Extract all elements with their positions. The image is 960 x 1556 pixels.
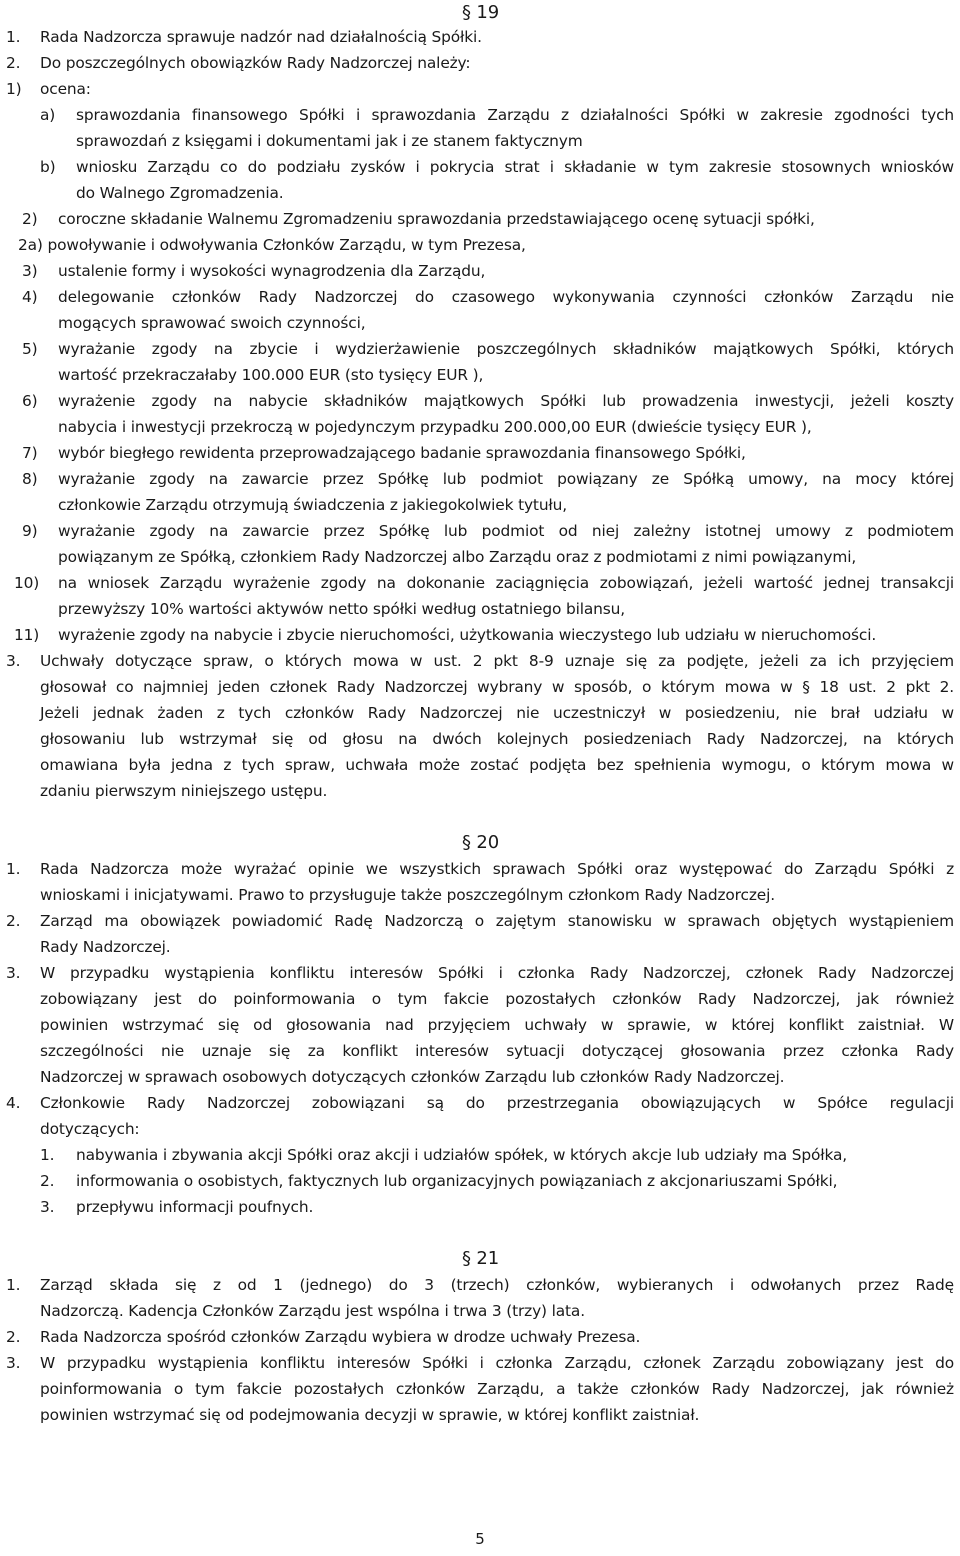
s21-item2-text: Rada Nadzorcza spośród członków Zarządu wybiera w drodze uchwały Prezesa.	[40, 1328, 641, 1346]
s21-item3-line3: powinien wstrzymać się od podejmowania decyzji w sprawie, w której konflikt zaistniał.	[40, 1406, 700, 1424]
s19-point8-line2: członkowie Zarządu otrzymują świadczenia z jakiegokolwiek tytułu,	[58, 496, 567, 514]
section-19-title: § 19	[462, 2, 500, 23]
s20-sub2-number: 2.	[40, 1172, 55, 1190]
s20-item3-line4: szczególności nie uznaje się za konflikt interesów sytuacji dotyczącej głosowania przez członka Rady	[40, 1042, 954, 1060]
s19-item3-line3: Jeżeli jednak żaden z tych członków Rady Nadzorczej nie uczestniczył w posiedzeniu, nie brał udziału w	[40, 704, 954, 722]
s20-sub3-number: 3.	[40, 1198, 55, 1216]
s19-point-b-letter: b)	[40, 158, 56, 176]
s20-sub1-text: nabywania i zbywania akcji Spółki oraz akcji i udziałów spółek, w których akcje lub udziały ma Spółka,	[76, 1146, 847, 1164]
s19-point2a-text: 2a) powoływanie i odwoływania Członków Zarządu, w tym Prezesa,	[18, 236, 526, 254]
s20-sub2-text: informowania o osobistych, faktycznych lub organizacyjnych powiązaniach z akcjonariuszami Spółki,	[76, 1172, 838, 1190]
s19-point1-number: 1)	[6, 80, 22, 98]
s19-point10-number: 10)	[14, 574, 40, 592]
s20-item2-number: 2.	[6, 912, 21, 930]
s19-point1-text: ocena:	[40, 80, 91, 98]
s19-point7-number: 7)	[22, 444, 38, 462]
s19-point6-line2: nabycia i inwestycji przekroczą w pojedynczym przypadku 200.000,00 EUR (dwieście tysięcy EUR ),	[58, 418, 812, 436]
s19-item1-number: 1.	[6, 28, 21, 46]
s19-point2-text: coroczne składanie Walnemu Zgromadzeniu sprawozdania przedstawiającego ocenę sytuacji spółki,	[58, 210, 815, 228]
s19-point10-line2: przewyższy 10% wartości aktywów netto spółki według ostatniego bilansu,	[58, 600, 625, 618]
s19-point6-line1: wyrażenie zgody na nabycie składników majątkowych Spółki lub prowadzenia inwestycji, jeżeli koszty	[58, 392, 954, 410]
s19-point9-line2: powiązanym ze Spółką, członkiem Rady Nadzorczej albo Zarządu oraz z podmiotami z nimi powiązanymi,	[58, 548, 857, 566]
s19-point5-line1: wyrażanie zgody na zbycie i wydzierżawienie poszczególnych składników majątkowych Spółki, których	[58, 340, 954, 358]
s19-point5-line2: wartość przekraczałaby 100.000 EUR (sto tysięcy EUR ),	[58, 366, 484, 384]
s20-item3-line5: Nadzorczej w sprawach osobowych dotyczących członków Zarządu lub członków Rady Nadzorczej.	[40, 1068, 785, 1086]
s21-item1-line2: Nadzorczą. Kadencja Członków Zarządu jest wspólna i trwa 3 (trzy) lata.	[40, 1302, 585, 1320]
s19-point9-number: 9)	[22, 522, 38, 540]
s20-item3-line2: zobowiązany jest do poinformowania o tym fakcie pozostałych członków Rady Nadzorczej, jak również	[40, 990, 954, 1008]
s20-item3-line3: powinien wstrzymać się od głosowania nad przyjęciem uchwały w sprawie, w której konflikt zaistniał. W	[40, 1016, 954, 1034]
s21-item2-number: 2.	[6, 1328, 21, 1346]
s19-point8-number: 8)	[22, 470, 38, 488]
s19-point5-number: 5)	[22, 340, 38, 358]
s21-item3-line2: poinformowania o tym fakcie pozostałych członków Zarządu, a także członków Rady Nadzorczej, jak również	[40, 1380, 954, 1398]
s21-item1-number: 1.	[6, 1276, 21, 1294]
s19-point4-line1: delegowanie członków Rady Nadzorczej do czasowego wykonywania czynności członków Zarządu nie	[58, 288, 954, 306]
s20-sub1-number: 1.	[40, 1146, 55, 1164]
s21-item1-line1: Zarząd składa się z od 1 (jednego) do 3 (trzech) członków, wybieranych i odwołanych przez Radę	[40, 1276, 954, 1294]
s19-item3-line1: Uchwały dotyczące spraw, o których mowa w ust. 2 pkt 8-9 uznaje się za podjęte, jeżeli za ich przyjęciem	[40, 652, 954, 670]
s19-item3-line4: głosowaniu lub wstrzymał się od głosu na dwóch kolejnych posiedzeniach Rady Nadzorczej, na których	[40, 730, 954, 748]
s19-point3-number: 3)	[22, 262, 38, 280]
s20-item1-line2: wnioskami i inicjatywami. Prawo to przysługuje także poszczególnym członkom Rady Nadzorczej.	[40, 886, 775, 904]
s20-item3-line1: W przypadku wystąpienia konfliktu interesów Spółki i członka Rady Nadzorczej, członek Rady Nadzorczej	[40, 964, 954, 982]
s20-item1-number: 1.	[6, 860, 21, 878]
s20-sub3-text: przepływu informacji poufnych.	[76, 1198, 314, 1216]
s21-item3-line1: W przypadku wystąpienia konfliktu interesów Spółki i członka Zarządu, członek Zarządu zobowiązany jest do	[40, 1354, 954, 1372]
s19-item3-line2: głosował co najmniej jeden członek Rady Nadzorczej wybrany w sposób, o którym mowa w § 18 ust. 2 pkt 2.	[40, 678, 954, 696]
s20-item3-number: 3.	[6, 964, 21, 982]
s19-item2-text: Do poszczególnych obowiązków Rady Nadzorczej należy:	[40, 54, 471, 72]
s19-point2-number: 2)	[22, 210, 38, 228]
s19-point10-line1: na wniosek Zarządu wyrażenie zgody na dokonanie zaciągnięcia zobowiązań, jeżeli wartość jednej transakcji	[58, 574, 954, 592]
s20-item4-line1: Członkowie Rady Nadzorczej zobowiązani są do przestrzegania obowiązujących w Spółce regulacji	[40, 1094, 954, 1112]
s19-item3-number: 3.	[6, 652, 21, 670]
s19-point-b-line2: do Walnego Zgromadzenia.	[76, 184, 284, 202]
s19-point4-number: 4)	[22, 288, 38, 306]
section-21-title: § 21	[462, 1248, 500, 1269]
s19-point-a-letter: a)	[40, 106, 56, 124]
s19-point11-text: wyrażenie zgody na nabycie i zbycie nieruchomości, użytkowania wieczystego lub udziału w nieruchomości.	[58, 626, 877, 644]
page-number: 5	[475, 1530, 485, 1548]
s19-item2-number: 2.	[6, 54, 21, 72]
section-20-title: § 20	[462, 832, 500, 853]
s19-point-a-line1: sprawozdania finansowego Spółki i sprawozdania Zarządu z działalności Spółki w zakresie zgodności tych	[76, 106, 954, 124]
s19-point3-text: ustalenie formy i wysokości wynagrodzenia dla Zarządu,	[58, 262, 486, 280]
s19-item3-line5: omawiana była jedna z tych spraw, uchwała może zostać podjęta bez spełnienia wymogu, o którym mowa w	[40, 756, 954, 774]
s21-item3-number: 3.	[6, 1354, 21, 1372]
s19-point8-line1: wyrażanie zgody na zawarcie przez Spółkę lub podmiot powiązany ze Spółką umowy, na mocy której	[58, 470, 954, 488]
s19-point-a-line2: sprawozdań z księgami i dokumentami jak i ze stanem faktycznym	[76, 132, 583, 150]
s19-point6-number: 6)	[22, 392, 38, 410]
s19-item3-line6: zdaniu pierwszym niniejszego ustępu.	[40, 782, 328, 800]
s19-item1-text: Rada Nadzorcza sprawuje nadzór nad działalnością Spółki.	[40, 28, 482, 46]
s20-item4-number: 4.	[6, 1094, 21, 1112]
s20-item4-line2: dotyczących:	[40, 1120, 140, 1138]
s19-point9-line1: wyrażanie zgody na zawarcie przez Spółkę lub podmiot od niej zależny istotnej umowy z podmiotem	[58, 522, 954, 540]
s20-item1-line1: Rada Nadzorcza może wyrażać opinie we wszystkich sprawach Spółki oraz występować do Zarządu Spółki z	[40, 860, 954, 878]
s19-point7-text: wybór biegłego rewidenta przeprowadzającego badanie sprawozdania finansowego Spółki,	[58, 444, 746, 462]
s19-point11-number: 11)	[14, 626, 40, 644]
s20-item2-line1: Zarząd ma obowiązek powiadomić Radę Nadzorczą o zajętym stanowisku w sprawach objętych wystąpieniem	[40, 912, 954, 930]
s20-item2-line2: Rady Nadzorczej.	[40, 938, 171, 956]
s19-point-b-line1: wniosku Zarządu co do podziału zysków i pokrycia strat i składanie w tym zakresie stosownych wniosków	[76, 158, 954, 176]
s19-point4-line2: mogących sprawować swoich czynności,	[58, 314, 366, 332]
